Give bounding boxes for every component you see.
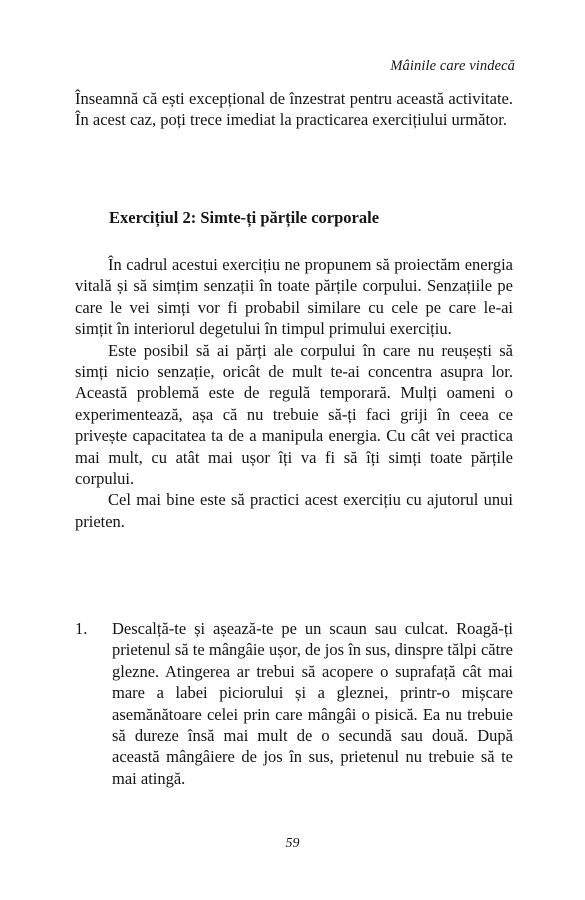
step-number: 1.: [75, 619, 88, 638]
running-head: Mâinile care vindecă: [390, 58, 515, 74]
body-text: [75, 254, 513, 532]
list-item: [75, 618, 513, 789]
step-text: Descalță-te și așează-te pe un scaun sau culcat. Roagă-ți prietenul să te mângâie ușor, de jos în sus, dinspre tălpi către glezne. Atingerea ar trebui să acopere o suprafață cât mai mare a labei piciorului și a gleznei, printr-o mișcare asemănătoare celei prin care mângâi o pisică. Ea nu trebuie să dureze însă mai mult de o secundă sau două. După această mângâiere de jos în sus, prietenul nu trebuie să te mai atingă.: [112, 619, 513, 788]
body-paragraph: Este posibil să ai părți ale corpului în care nu reușești să simți nicio senzație, oricât de mult te-ai concentra asupra lor. Această problemă este de regulă temporară. Mulți oameni o experimentează, așa că nu trebuie să-ți faci griji în ceea ce privește capacitatea ta de a manipula energia. Cu cât vei practica mai mult, cu atât mai ușor îți va fi să îți simți toate părțile corpului.: [75, 340, 513, 489]
page-number: 59: [285, 836, 300, 851]
body-paragraph: În cadrul acestui exercițiu ne propunem să proiectăm energia vitală și să simțim senzații în toate părțile corpului. Senzațiile pe care le vei simți vor fi probabil similare cu cele pe care le-ai simțit în interiorul degetului în timpul primului exercițiu.: [75, 255, 513, 339]
steps-list: [75, 618, 513, 789]
intro-block: [75, 88, 513, 131]
section-heading: Exercițiul 2: Simte-ți părțile corporale: [109, 208, 380, 227]
body-paragraph: Cel mai bine este să practici acest exercițiu cu ajutorul unui prieten.: [75, 490, 513, 531]
intro-paragraph: Înseamnă că ești excepțional de înzestrat pentru această activitate. În acest caz, poți trece imediat la practicarea exercițiului următor.: [75, 89, 513, 130]
